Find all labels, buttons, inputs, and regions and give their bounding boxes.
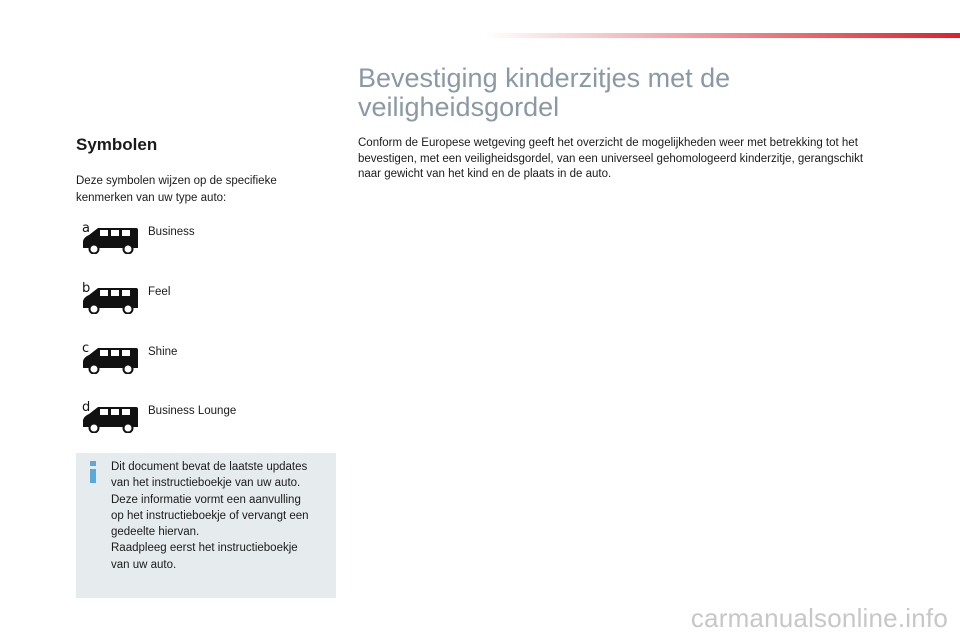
- van-icon: [80, 220, 142, 254]
- svg-text:d: d: [82, 400, 91, 415]
- info-icon: [86, 461, 100, 483]
- version-label: Shine: [148, 346, 178, 358]
- main-title: Bevestiging kinderzitjes met de veiligheidsgordel: [358, 63, 731, 122]
- version-label: Business Lounge: [148, 405, 237, 417]
- info-box: [76, 453, 336, 598]
- version-shine: [80, 340, 340, 380]
- van-icon: [80, 280, 142, 314]
- version-business-lounge: [80, 399, 340, 439]
- svg-text:a: a: [82, 221, 90, 236]
- version-label: Business: [148, 226, 195, 238]
- section-title: Symbolen: [76, 135, 158, 154]
- info-text: Dit document bevat de laatste updates van het instructieboekje van uw auto. Deze informatie vormt een aanvulling op het instructieboekje of vervangt een gedeelte hiervan. Raadpleeg eerst het instructieboekje van uw auto.: [111, 461, 309, 571]
- svg-text:b: b: [82, 281, 91, 296]
- version-business: [80, 220, 340, 260]
- van-icon: [80, 340, 142, 374]
- van-icon: [80, 399, 142, 433]
- svg-text:c: c: [82, 341, 90, 356]
- header-accent-bar: [485, 33, 960, 38]
- intro-text: Deze symbolen wijzen op de specifieke kenmerken van uw type auto:: [76, 175, 277, 204]
- version-feel: [80, 280, 340, 320]
- version-label: Feel: [148, 286, 171, 298]
- main-body-text: Conform de Europese wetgeving geeft het overzicht de mogelijkheden weer met betrekking tot het bevestigen, met een veiligheidsgordel, van een universeel gehomologeerd kinderzitje, gerangschikt naar gewicht van het kind en de plaats in de auto.: [358, 137, 864, 180]
- watermark: carmanualsonline.info: [690, 603, 948, 633]
